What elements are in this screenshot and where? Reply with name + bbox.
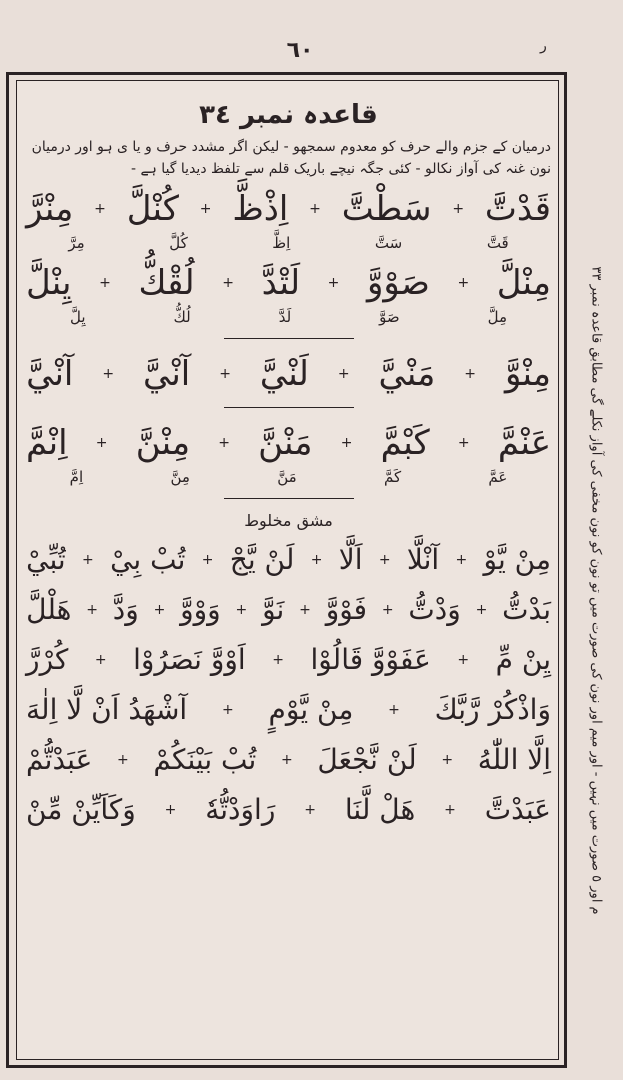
word: آنْيَّ (143, 354, 191, 394)
practice-word: آشْهَدُ اَنْ لَّا اِلٰهَ (26, 693, 188, 726)
practice-word: مِنْ يَّوْ (483, 543, 551, 576)
lesson-heading: قاعدہ نمبر ٣٤ (199, 100, 378, 130)
page-content (26, 100, 551, 840)
plus-separator: + (309, 201, 321, 217)
plus-separator: + (280, 752, 293, 768)
word: يِنْلَّ (26, 263, 72, 303)
practice-word: رَاوَدْتُّهٗ (205, 793, 276, 826)
word: سَطْتَّ (341, 189, 432, 229)
section-divider (224, 498, 354, 499)
plus-separator: + (378, 552, 391, 568)
plus-separator: + (164, 802, 177, 818)
plus-separator: + (218, 435, 230, 451)
practice-title: مشق مخلوط (244, 511, 333, 530)
plus-separator: + (95, 435, 108, 451)
pronunciation-row (26, 466, 551, 488)
plus-separator: + (457, 275, 470, 291)
plus-separator: + (94, 201, 106, 217)
plus-separator: + (82, 552, 94, 568)
word: مَنْنَّ (258, 423, 313, 463)
practice-word: وَاذْكُرْ رَّبَّكَ (434, 693, 551, 726)
practice-word: اَوْوَّ نَصَرُوْا (133, 643, 246, 676)
plus-separator: + (381, 602, 394, 618)
practice-word: هَلْلَّ (26, 593, 72, 626)
pronunciation-hint: مِلَّ (487, 308, 508, 326)
practice-word: اَلَّا (338, 543, 363, 576)
pronunciation-hint: عَمَّ (488, 468, 508, 486)
practice-word: تُبْ بَيْنَكُمْ (153, 743, 257, 776)
practice-word: لَنْ نَّجْعَلَ (317, 743, 417, 776)
word: كُنْلَّ (126, 189, 179, 229)
practice-row (26, 640, 551, 680)
plus-separator: + (94, 652, 107, 668)
practice-word: عَبَدْتُّمْ (26, 743, 93, 776)
pronunciation-hint: لُكُّ (173, 308, 191, 326)
word: صَوْوَّ (366, 263, 430, 303)
practice-word: وَدَّ (112, 593, 139, 626)
practice-word: وَكَاَيِّنْ مِّنْ (26, 793, 136, 826)
plus-separator: + (116, 752, 129, 768)
pronunciation-hint: لَدَّ (278, 308, 292, 326)
lesson-sections (26, 186, 551, 488)
practice-word: عَبَدْتَّ (484, 793, 551, 826)
word: لُقْكُّ (138, 263, 195, 303)
pronunciation-hint: سَتَّ (374, 234, 403, 252)
word: آنْيَّ (26, 354, 74, 394)
word-row (26, 186, 551, 232)
plus-separator: + (464, 366, 476, 382)
plus-separator: + (475, 602, 488, 618)
plus-separator: + (441, 752, 454, 768)
plus-separator: + (272, 652, 284, 668)
plus-separator: + (340, 435, 353, 451)
plus-separator: + (99, 275, 111, 291)
pronunciation-hint: كَمَّ (383, 468, 402, 486)
margin-note-text: م اور ٥ صورت میں نہیں - اور میم اور نون کی صورت میں تو نون کو نون مخفی کی آواز نکلے گی مطابق قاعدہ نمبر ٣٣ (588, 265, 604, 915)
practice-word: بَدْتُّ (502, 593, 551, 626)
plus-separator: + (86, 602, 98, 618)
section-divider (224, 407, 354, 408)
practice-row (26, 690, 551, 730)
practice-word: نَوَّ (262, 593, 285, 626)
plus-separator: + (452, 201, 465, 217)
practice-word: عَفَوْوَّ قَالُوْا (310, 643, 431, 676)
word-row (26, 420, 551, 466)
word-row (26, 351, 551, 397)
word: لَنْيَّ (259, 354, 309, 394)
word: اِذْظَّ (232, 189, 289, 229)
practice-word: يِنْ مِّ (495, 643, 551, 676)
practice-word: وَوْوَّ (180, 593, 221, 626)
plus-separator: + (457, 435, 470, 451)
practice-word: كُرْرَّ (26, 643, 69, 676)
word: لَتْدَّ (261, 263, 301, 303)
word: مِنْلَّ (496, 263, 551, 303)
word: مَنْيَّ (378, 354, 436, 394)
pronunciation-hint: يِلَّ (70, 308, 86, 326)
plus-separator: + (304, 802, 316, 818)
plus-separator: + (102, 366, 115, 382)
practice-word: لَنْ يَّجْ (229, 543, 295, 576)
plus-separator: + (327, 275, 340, 291)
practice-row (26, 790, 551, 830)
pronunciation-hint: قَتَّ (486, 234, 509, 252)
plus-separator: + (201, 552, 214, 568)
plus-separator: + (153, 602, 166, 618)
plus-separator: + (444, 802, 456, 818)
practice-row (26, 740, 551, 780)
practice-word: هَلْ لَّنَا (344, 793, 416, 826)
stray-mark: ر (540, 38, 547, 54)
practice-block (26, 540, 551, 830)
word: مِنْنَّ (135, 423, 191, 463)
pronunciation-hint: مِنَّ (170, 468, 190, 486)
pronunciation-hint: مَنَّ (277, 468, 297, 486)
pronunciation-hint: كُلَّ (169, 234, 188, 252)
practice-row (26, 590, 551, 630)
plus-separator: + (455, 552, 468, 568)
pronunciation-hint: اِظَّ (272, 234, 291, 252)
pronunciation-row (26, 306, 551, 328)
word: اِنْمَّ (26, 423, 68, 463)
practice-word: مِنْ يَّوْمٍ (268, 693, 354, 726)
plus-separator: + (235, 602, 248, 618)
word: عَنْمَّ (497, 423, 551, 463)
pronunciation-hint: اِمَّ (69, 468, 84, 486)
practice-word: تُبِّيْ (26, 543, 66, 576)
practice-word: تُبْ بِيْ (110, 543, 186, 576)
practice-word: آنْلَّا (406, 543, 440, 576)
plus-separator: + (222, 275, 234, 291)
plus-separator: + (457, 652, 470, 668)
pronunciation-hint: مِرَّ (68, 234, 85, 252)
plus-separator: + (199, 201, 212, 217)
plus-separator: + (388, 702, 400, 718)
word: مِنْوَّ (504, 354, 551, 394)
plus-separator: + (299, 602, 311, 618)
margin-note (573, 120, 619, 1060)
plus-separator: + (222, 702, 234, 718)
plus-separator: + (219, 366, 231, 382)
lesson-intro: درمیان کے جزم والے حرف کو معدوم سمجھو - لیکن اگر مشدد حرف و یا ی ہو اور درمیان نون غنہ کی آواز نکالو - کئی جگہ نیچے باریک قلم سے تلفظ دیدیا گیا ہے - (31, 139, 551, 177)
plus-separator: + (310, 552, 323, 568)
word: قَدْتَّ (484, 189, 551, 229)
word-row (26, 260, 551, 306)
page-number: ٦٠ (286, 38, 314, 63)
plus-separator: + (337, 366, 350, 382)
practice-word: وَدْتُّ (408, 593, 461, 626)
pronunciation-hint: صَوَّ (379, 308, 400, 326)
practice-word: اِلَّا اللّٰهُ (477, 743, 551, 776)
section-divider (224, 338, 354, 339)
practice-row (26, 540, 551, 580)
pronunciation-row (26, 232, 551, 254)
practice-word: فَوْوَّ (325, 593, 368, 626)
word: مِنْرَّ (26, 189, 74, 229)
word: كَبْمَّ (380, 423, 430, 463)
